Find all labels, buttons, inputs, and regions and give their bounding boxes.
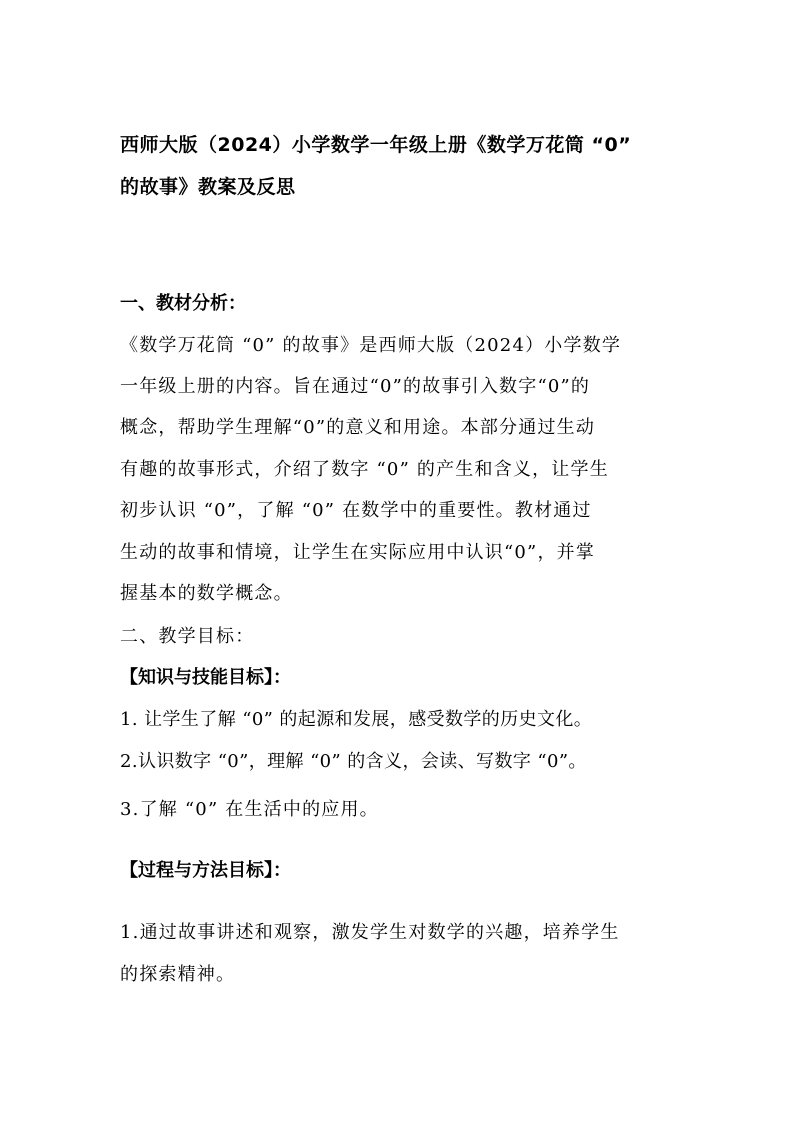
subheading-knowledge-skills: 【知识与技能目标】：	[120, 667, 291, 688]
paragraph-line: 一年级上册的内容。旨在通过“0”的故事引入数字“0”的	[120, 376, 591, 397]
paragraph-line: 生动的故事和情境，让学生在实际应用中认识“0”，并掌	[120, 542, 596, 563]
title-line-2: 的故事》教案及反思	[120, 176, 296, 198]
paragraph-line: 《数学万花筒 “0” 的故事》是西师大版（2024）小学数学	[120, 335, 622, 356]
objective-item: 1. 让学生了解 “0” 的起源和发展，感受数学的历史文化。	[120, 709, 593, 730]
objective-item: 3.了解 “0” 在生活中的应用。	[120, 799, 379, 820]
objective-item: 1.通过故事讲述和观察，激发学生对数学的兴趣，培养学生	[120, 922, 620, 943]
objective-item: 2.认识数字 “0”，理解 “0” 的含义，会读、写数字 “0”。	[120, 751, 587, 772]
section-heading-analysis: 一、教材分析：	[120, 293, 246, 314]
paragraph-line: 有趣的故事形式，介绍了数字 “0” 的产生和含义，让学生	[120, 459, 609, 480]
paragraph-line: 概念，帮助学生理解“0”的意义和用途。本部分通过生动	[120, 417, 596, 438]
document-title	[120, 124, 680, 208]
section-heading-objectives: 二、教学目标：	[120, 626, 255, 647]
paragraph-line: 握基本的数学概念。	[120, 583, 293, 604]
subheading-process-methods: 【过程与方法目标】：	[120, 860, 291, 881]
title-line-1: 西师大版（2024）小学数学一年级上册《数学万花筒 “0”	[120, 134, 632, 156]
paragraph-line: 初步认识 “0”，了解 “0” 在数学中的重要性。教材通过	[120, 500, 592, 521]
objective-item-continued: 的探索精神。	[120, 964, 236, 985]
